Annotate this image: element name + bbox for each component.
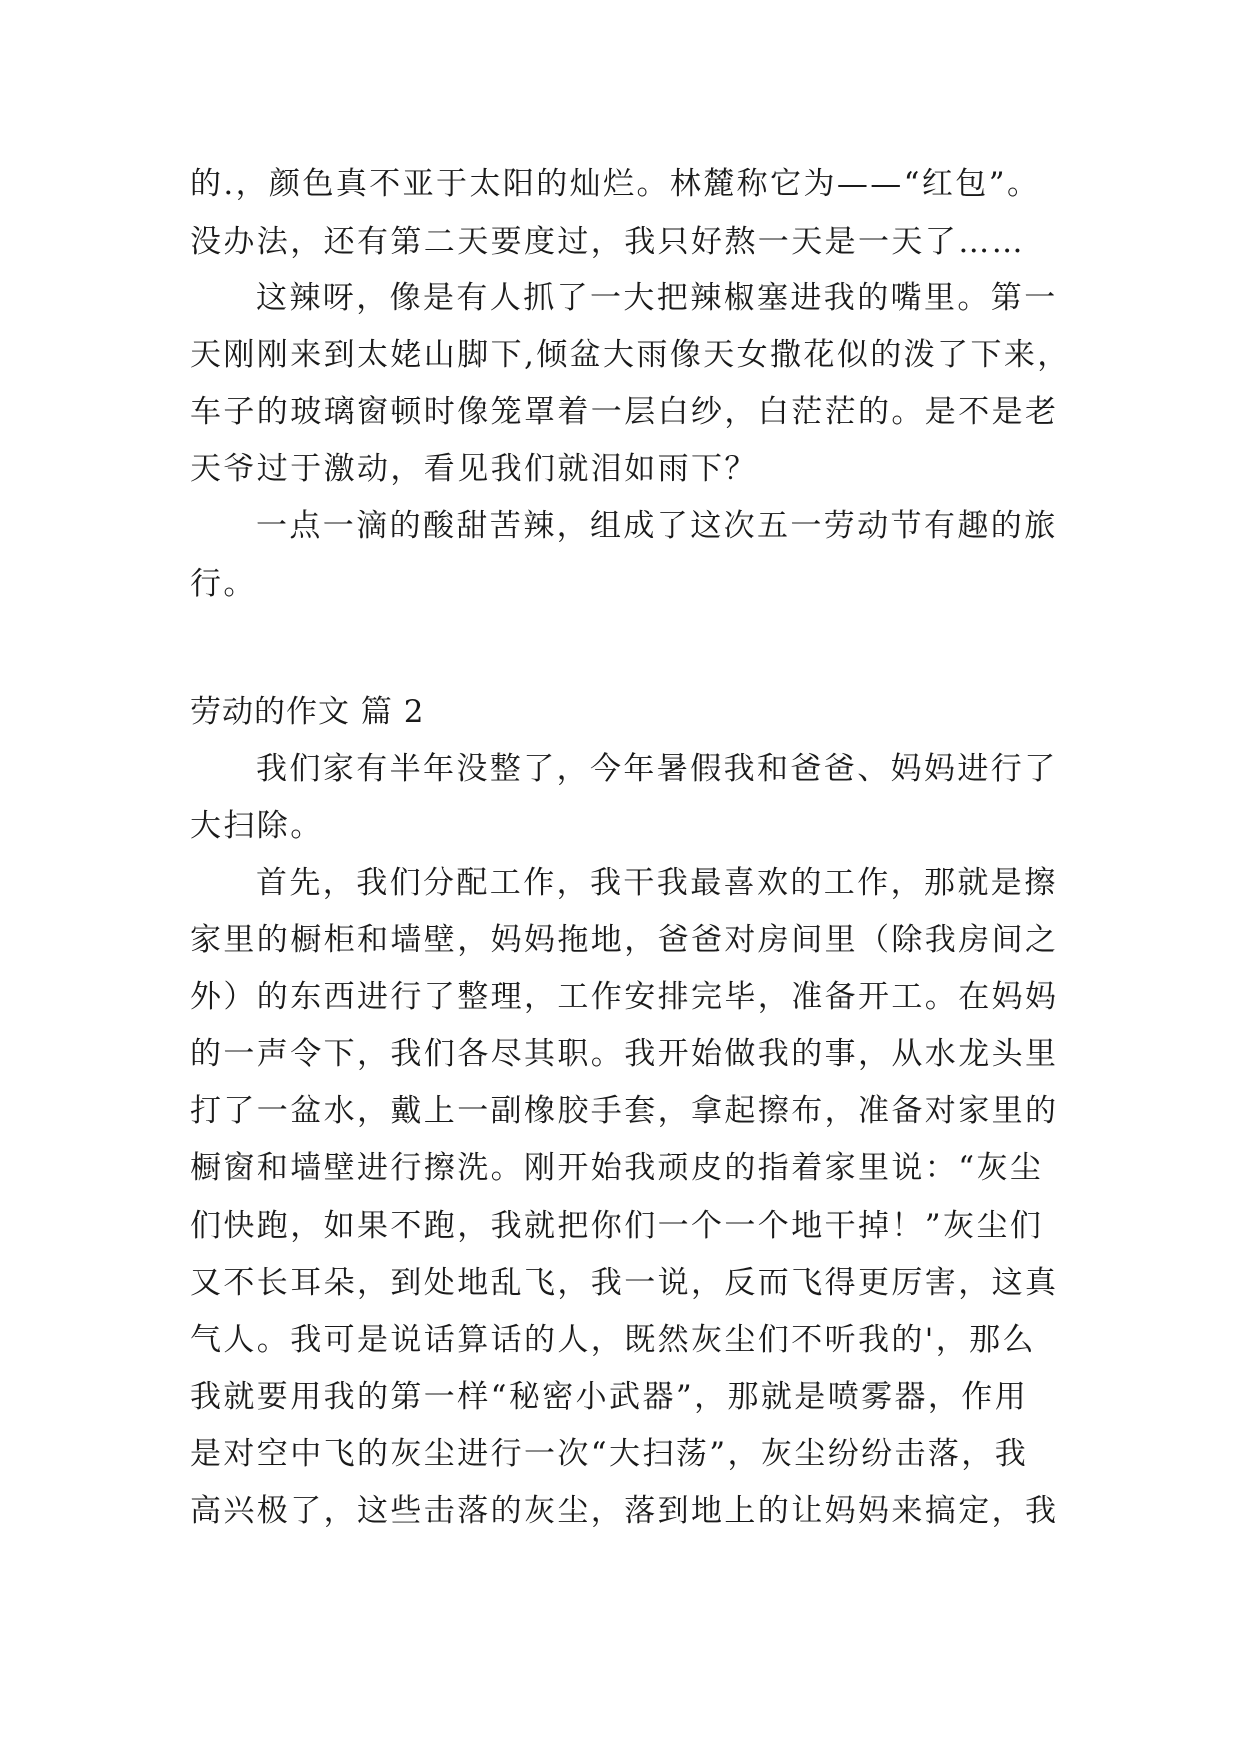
- paragraph-line: 的.，颜色真不亚于太阳的灿烂。林麓称它为——“红包”。: [190, 166, 1041, 202]
- paragraph-line: 又不长耳朵，到处地乱飞，我一说，反而飞得更厉害，这真: [190, 1265, 1059, 1301]
- paragraph-line: 外）的东西进行了整理，工作安排完毕，准备开工。在妈妈: [190, 979, 1059, 1015]
- section-heading: 劳动的作文 篇 2: [190, 694, 425, 730]
- paragraph-line: 我们家有半年没整了，今年暑假我和爸爸、妈妈进行了: [256, 751, 1058, 787]
- paragraph-line: 家里的橱柜和墙壁，妈妈拖地，爸爸对房间里（除我房间之: [190, 922, 1059, 958]
- paragraph-line: 橱窗和墙壁进行擦洗。刚开始我顽皮的指着家里说：“灰尘: [190, 1150, 1044, 1186]
- paragraph-line: 是对空中飞的灰尘进行一次“大扫荡”，灰尘纷纷击落，我: [190, 1436, 1029, 1472]
- paragraph-line: 这辣呀，像是有人抓了一大把辣椒塞进我的嘴里。第一: [256, 280, 1058, 316]
- paragraph-line: 我就要用我的第一样“秘密小武器”，那就是喷雾器，作用: [190, 1379, 1029, 1415]
- paragraph-line: 天爷过于激动，看见我们就泪如雨下？: [190, 451, 758, 487]
- paragraph-line: 高兴极了，这些击落的灰尘，落到地上的让妈妈来搞定，我: [190, 1493, 1059, 1529]
- paragraph-line: 们快跑，如果不跑，我就把你们一个一个地干掉！”灰尘们: [190, 1208, 1044, 1244]
- paragraph-line: 大扫除。: [190, 808, 324, 844]
- paragraph-line: 气人。我可是说话算话的人，既然灰尘们不听我的'，那么: [190, 1322, 1036, 1358]
- paragraph-line: 一点一滴的酸甜苦辣，组成了这次五一劳动节有趣的旅: [256, 508, 1058, 544]
- paragraph-line: 车子的玻璃窗顿时像笼罩着一层白纱，白茫茫的。是不是老: [190, 394, 1059, 430]
- paragraph-line: 首先，我们分配工作，我干我最喜欢的工作，那就是擦: [256, 865, 1058, 901]
- paragraph-line: 的一声令下，我们各尽其职。我开始做我的事，从水龙头里: [190, 1036, 1059, 1072]
- paragraph-line: 天刚刚来到太姥山脚下,倾盆大雨像天女撒花似的泼了下来，: [190, 337, 1071, 373]
- paragraph-line: 打了一盆水，戴上一副橡胶手套，拿起擦布，准备对家里的: [190, 1093, 1059, 1129]
- paragraph-line: 行。: [190, 566, 257, 602]
- paragraph-line: 没办法，还有第二天要度过，我只好熬一天是一天了……: [190, 224, 1025, 260]
